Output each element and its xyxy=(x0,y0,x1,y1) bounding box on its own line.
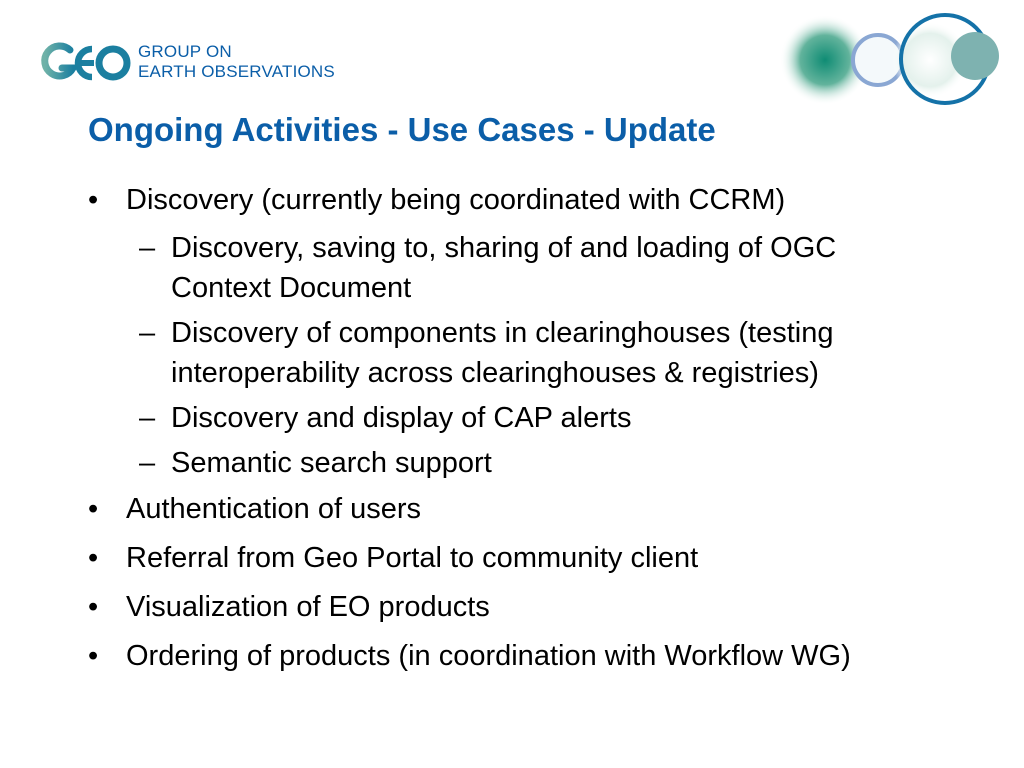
sub-bullet-text: Discovery and display of CAP alerts xyxy=(171,402,632,434)
org-name xyxy=(138,42,335,82)
org-name-line2: EARTH OBSERVATIONS xyxy=(138,62,335,81)
decorative-circles-icon xyxy=(770,10,1010,110)
bullet-dot-icon: • xyxy=(88,184,99,216)
bullet-item xyxy=(88,639,1008,673)
geo-logo-mark xyxy=(40,38,132,88)
sub-bullet-item xyxy=(88,398,1008,438)
sub-bullet-dash-icon: – xyxy=(139,232,156,264)
bullet-text: Visualization of EO products xyxy=(126,591,490,623)
sub-bullet-dash-icon: – xyxy=(139,402,156,434)
org-name-line1: GROUP ON xyxy=(138,42,232,61)
sub-bullet-item xyxy=(88,313,1008,393)
bullet-item xyxy=(88,183,1008,217)
sub-bullet-text-line1: Discovery of components in clearinghouses (testing xyxy=(171,317,834,349)
slide-title: Ongoing Activities - Use Cases - Update xyxy=(88,111,716,148)
bullet-list xyxy=(88,183,1008,688)
bullet-text: Ordering of products (in coordination with Workflow WG) xyxy=(126,640,851,672)
geo-logo xyxy=(40,38,340,88)
sub-bullet-item xyxy=(88,443,1008,483)
bullet-text: Discovery (currently being coordinated with CCRM) xyxy=(126,184,786,216)
sub-bullet-dash-icon: – xyxy=(139,447,156,479)
sub-bullet-text: Semantic search support xyxy=(171,447,492,479)
sub-bullet-text-line1: Discovery, saving to, sharing of and loading of OGC xyxy=(171,232,837,264)
bullet-dot-icon: • xyxy=(88,542,99,574)
bullet-text: Authentication of users xyxy=(126,493,422,525)
bullet-item xyxy=(88,590,1008,624)
bullet-item xyxy=(88,541,1008,575)
sub-bullet-text-line2: Context Document xyxy=(171,272,412,304)
sub-bullet-dash-icon: – xyxy=(139,317,156,349)
bullet-text: Referral from Geo Portal to community client xyxy=(126,542,699,574)
sub-bullet-text-line2: interoperability across clearinghouses & registries) xyxy=(171,357,819,389)
bullet-dot-icon: • xyxy=(88,493,99,525)
bullet-dot-icon: • xyxy=(88,640,99,672)
bullet-item xyxy=(88,492,1008,526)
bullet-dot-icon: • xyxy=(88,591,99,623)
sub-bullet-item xyxy=(88,228,1008,308)
